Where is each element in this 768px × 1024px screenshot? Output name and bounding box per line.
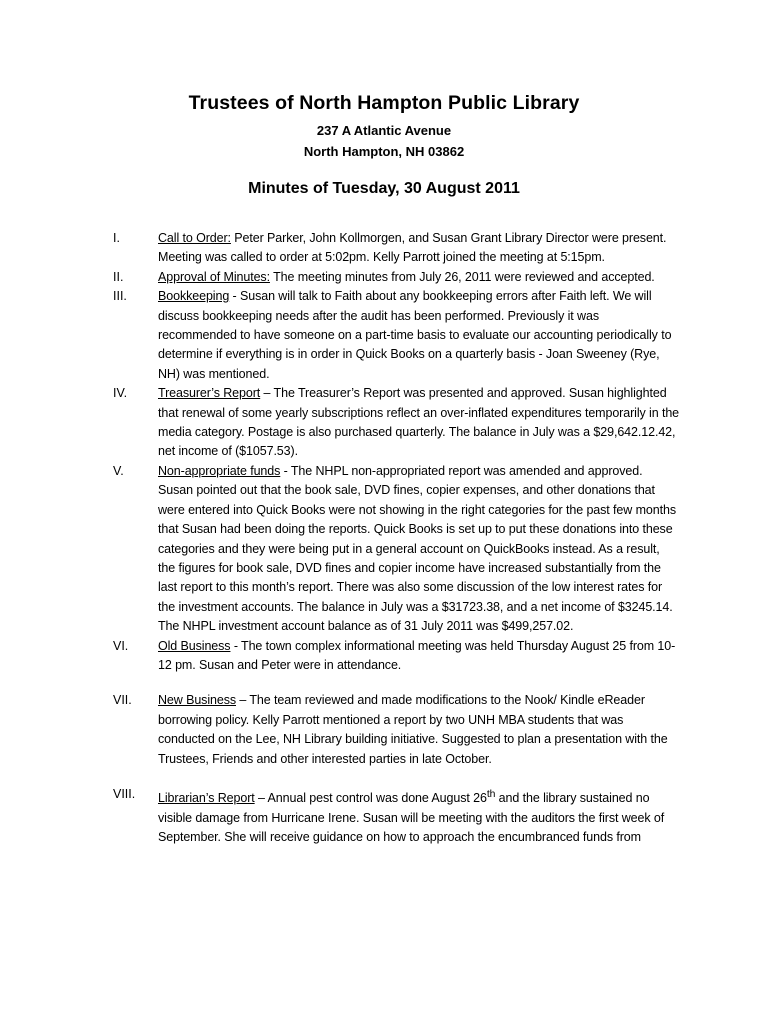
item-body: [158, 462, 680, 637]
item-body: [158, 637, 680, 676]
item-heading: Call to Order:: [158, 231, 231, 245]
item-body: [158, 268, 680, 287]
item-text: – The Treasurer’s Report was presented and approved. Susan highlighted that renewal of some yearly subscriptions reflect an over-inflated expenditures temporarily in the media category. Postage is also purchased quarterly. The balance in July was a $29,642.12.42, net income of ($1057.53).: [158, 386, 680, 459]
spacer: [0, 769, 768, 785]
minutes-item-5: [0, 462, 768, 637]
item-text: – The team reviewed and made modifications to the Nook/ Kindle eReader borrowing policy. Kelly Parrott mentioned a report by two UNH MBA students that was conducted on the Lee, NH Library building initiative. Suggested to plan a presentation with the Trustees, Friends and other interested parties in late October.: [158, 693, 668, 766]
item-number: VII.: [113, 693, 132, 708]
item-text: The meeting minutes from July 26, 2011 were reviewed and accepted.: [269, 269, 655, 284]
item-body: [158, 785, 680, 847]
item-number: III.: [113, 289, 127, 304]
minutes-item-8: [0, 785, 768, 847]
item-heading: Bookkeeping: [158, 289, 230, 304]
spacer: [0, 675, 768, 691]
item-number: II.: [113, 269, 124, 284]
item-body: [158, 691, 680, 769]
item-text-continued: and the library sustained no visible damage from Hurricane Irene. Susan will be meeting with the auditors the first week of September. She will receive guidance on how to approach the encumbranced funds from: [158, 791, 665, 844]
item-heading: New Business: [158, 693, 236, 708]
minutes-item-7: [0, 691, 768, 769]
item-text: - Susan will talk to Faith about any bookkeeping errors after Faith left. We will discuss bookkeeping needs after the audit has been performed. Previously it was recommended to have someone on a part-time basis to evaluate our accounting periodically to determine if everything is in order in Quick Books on a quarterly basis - Joan Sweeney (Rye, NH) was mentioned.: [158, 289, 672, 381]
item-number: VIII.: [113, 786, 136, 801]
item-body: [158, 384, 680, 462]
address-line-2: North Hampton, NH 03862: [303, 144, 465, 159]
minutes-subtitle: Minutes of Tuesday, 30 August 2011: [248, 180, 520, 197]
address-line-1: 237 A Atlantic Avenue: [316, 123, 452, 138]
minutes-item-1: [0, 229, 768, 268]
item-body: [158, 287, 680, 384]
minutes-item-4: [0, 384, 768, 462]
item-number: I.: [113, 231, 120, 245]
item-heading: Treasurer’s Report: [158, 386, 261, 401]
item-text: Peter Parker, John Kollmorgen, and Susan Grant Library Director were present. Meeting was called to order at 5:02pm. Kelly Parrott joined the meeting at 5:15pm.: [158, 231, 667, 265]
item-body: [158, 229, 680, 268]
item-text: – Annual pest control was done August 26: [254, 791, 487, 806]
item-number: V.: [113, 463, 124, 478]
minutes-item-2: [0, 268, 768, 287]
ordinal-superscript: th: [486, 788, 496, 800]
item-heading: Non-appropriate funds: [158, 463, 281, 478]
item-heading: Approval of Minutes:: [158, 269, 270, 284]
item-heading: Old Business: [158, 638, 231, 653]
item-text: - The town complex informational meeting was held Thursday August 25 from 10-12 pm. Susan and Peter were in attendance.: [158, 638, 676, 672]
item-heading: Librarian’s Report: [158, 791, 255, 806]
item-number: IV.: [113, 386, 128, 401]
item-text: - The NHPL non-appropriated report was amended and approved. Susan pointed out that the book sale, DVD fines, copier expenses, and other donations that were entered into Quick Books were not showing in the right categories for the past few months that Susan had been doing the reports. Quick Books is set up to put these donations into these categories and they were being put in a general account on QuickBooks instead. As a result, the figures for book sale, DVD fines and copier income have increased substantially from the last report to this month’s report. There was also some discussion of the low interest rates for the investment accounts. The balance in July was a $31723.38, and a net income of $3245.14. The NHPL investment account balance as of 31 July 2011 was $499,257.02.: [158, 463, 676, 634]
document-title: Trustees of North Hampton Public Library: [188, 92, 580, 114]
minutes-item-3: [0, 287, 768, 384]
item-number: VI.: [113, 638, 129, 653]
minutes-item-6: [0, 637, 768, 676]
minutes-items: [0, 229, 768, 847]
